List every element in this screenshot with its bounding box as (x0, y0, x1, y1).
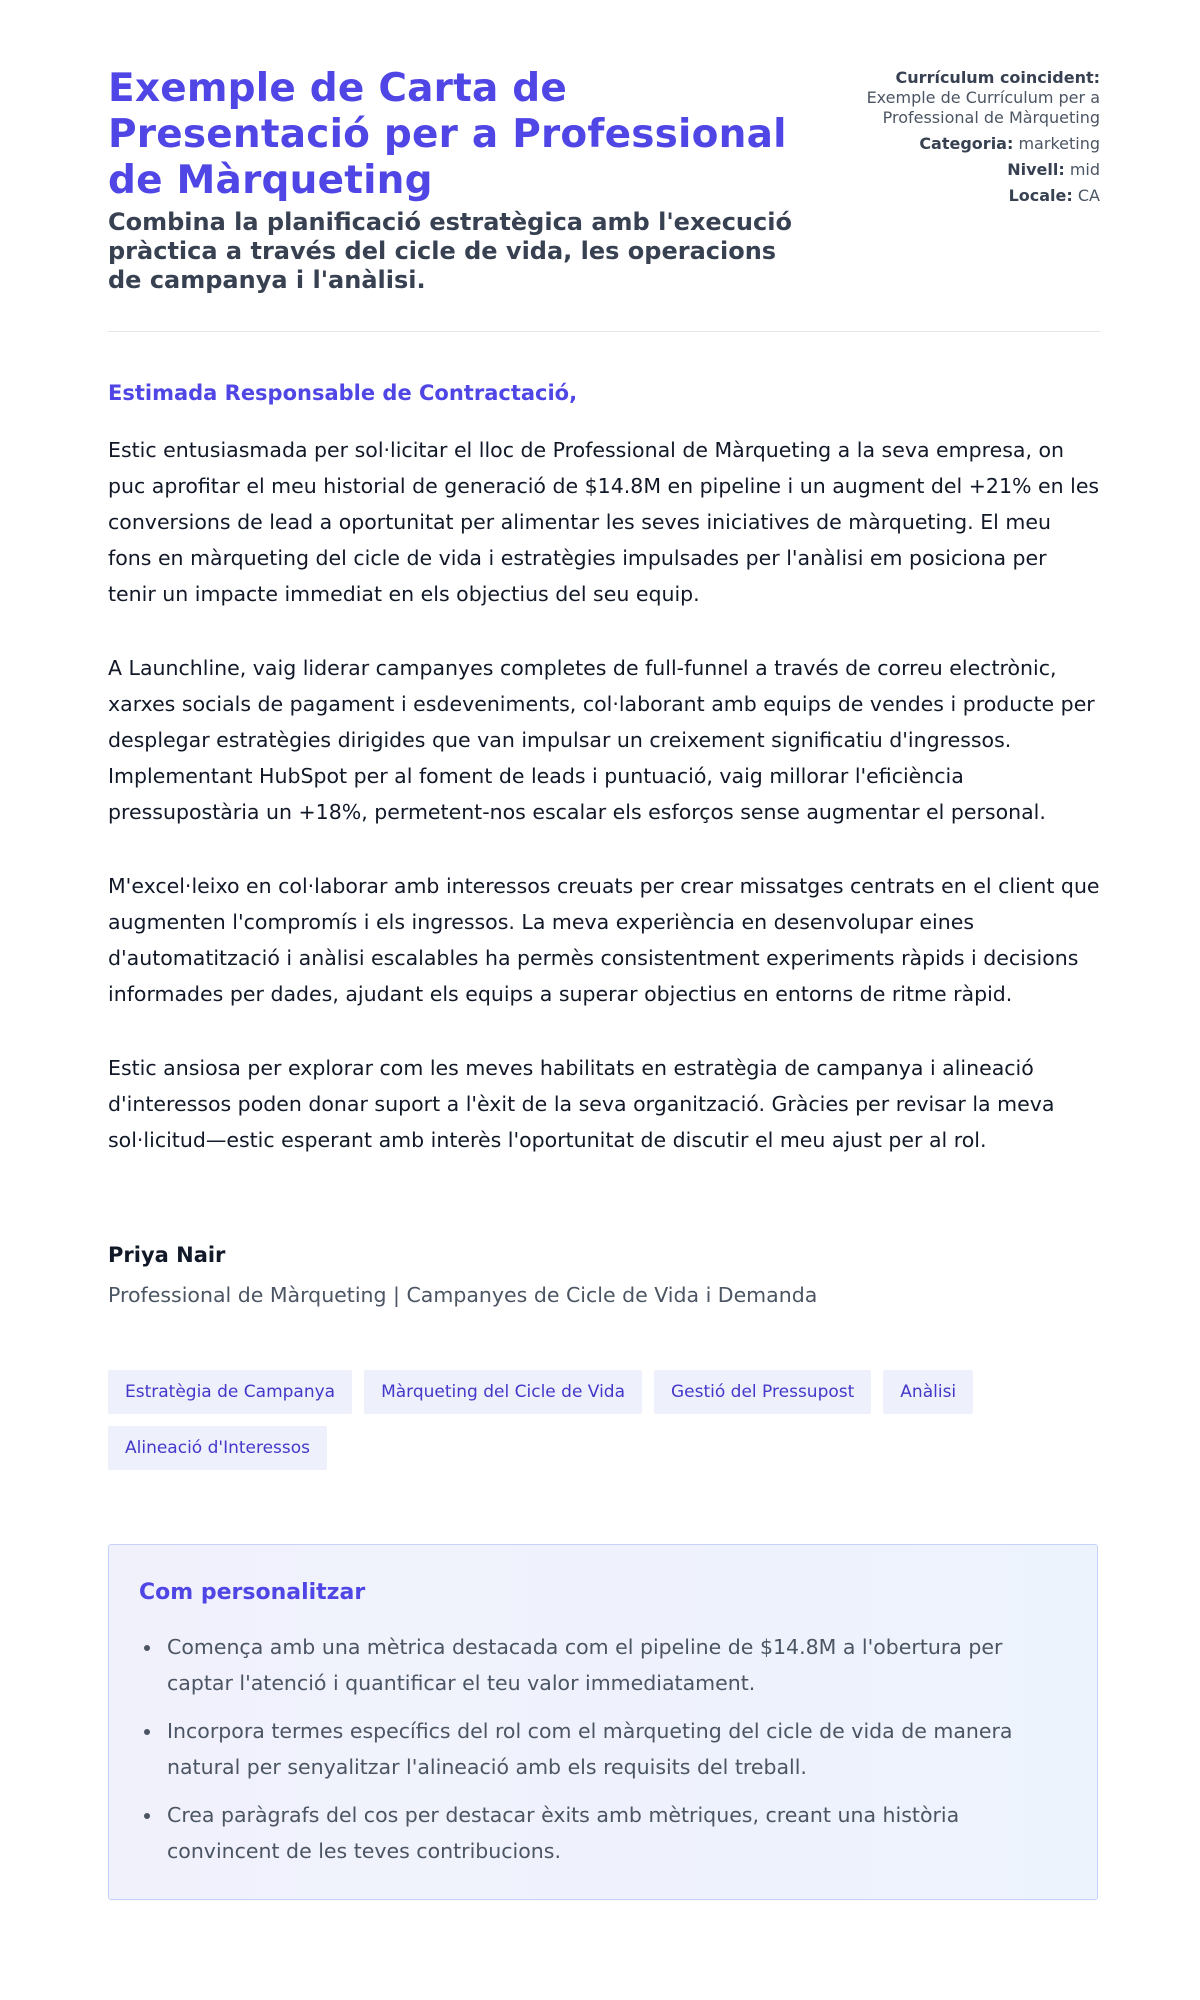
skill-tag: Estratègia de Campanya (108, 1370, 352, 1414)
letter-body (108, 380, 1100, 1900)
cover-letter-page (108, 0, 1100, 1900)
skill-tag: Alineació d'Interessos (108, 1426, 327, 1470)
skill-tag: Màrqueting del Cicle de Vida (364, 1370, 642, 1414)
meta-level-label: Nivell: (1007, 160, 1065, 179)
skill-tag: Gestió del Pressupost (654, 1370, 871, 1414)
meta-matching-resume-value: Exemple de Currículum per a Professional de Màrqueting (866, 88, 1100, 127)
meta-level-value: mid (1069, 160, 1100, 179)
tips-list (139, 1629, 1067, 1869)
tip-item: • Crea paràgrafs del cos per destacar èxits amb mètriques, creant una història convincent de les teves contribucions. (163, 1797, 1067, 1869)
signature-block (108, 1242, 1100, 1308)
meta-category-value: marketing (1018, 134, 1100, 153)
signature-title: Professional de Màrqueting | Campanyes de Cicle de Vida i Demanda (108, 1283, 818, 1307)
meta-category (830, 134, 1100, 154)
header-title-group (108, 66, 808, 295)
page-subtitle: Combina la planificació estratègica amb l'execució pràctica a través del cicle de vida, les operacions de campanya i l'anàlisi. (108, 208, 792, 294)
letter-paragraph-3: M'excel·leixo en col·laborar amb interessos creuats per crear missatges centrats en el client que augmenten l'compromís i els ingressos. La meva experiència en desenvolupar eines d'automatització i anàlisi escalables ha permès consistentment experiments ràpids i decisions informades per dades, ajudant els equips a superar objectius en entorns de ritme ràpid. (108, 874, 1100, 1006)
customization-tips-box (108, 1544, 1098, 1900)
letter-paragraph-4: Estic ansiosa per explorar com les meves habilitats en estratègia de campanya i alineació d'interessos poden donar suport a l'èxit de la seva organització. Gràcies per revisar la meva sol·licitud—estic esperant amb interès l'oportunitat de discutir el meu ajust per al rol. (108, 1056, 1055, 1152)
meta-level (830, 160, 1100, 180)
tip-item: • Incorpora termes específics del rol com el màrqueting del cicle de vida de manera natural per senyalitzar l'alineació amb els requisits del treball. (163, 1713, 1067, 1785)
letter-paragraph-1: Estic entusiasmada per sol·licitar el lloc de Professional de Màrqueting a la seva empresa, on puc aprofitar el meu historial de generació de $14.8M en pipeline i un augment del +21% en les conversions de lead a oportunitat per alimentar les seves iniciatives de màrqueting. El meu fons en màrqueting del cicle de vida i estratègies impulsades per l'anàlisi em posiciona per tenir un impacte immediat en els objectius del seu equip. (108, 438, 1100, 606)
meta-locale-label: Locale: (1008, 186, 1073, 205)
meta-matching-resume (830, 68, 1100, 128)
metadata-panel (830, 66, 1100, 212)
signature-name: Priya Nair (108, 1243, 226, 1267)
meta-category-label: Categoria: (919, 134, 1014, 153)
letter-greeting: Estimada Responsable de Contractació, (108, 381, 578, 405)
meta-locale (830, 186, 1100, 206)
meta-matching-resume-label: Currículum coincident: (895, 68, 1100, 87)
letter-paragraph-2: A Launchline, vaig liderar campanyes completes de full-funnel a través de correu electrònic, xarxes socials de pagament i esdeveniments, col·laborant amb equips de vendes i producte per desplegar estratègies dirigides que van impulsar un creixement significatiu d'ingressos. Implementant HubSpot per al foment de leads i puntuació, vaig millorar l'eficiència pressupostària un +18%, permetent-nos escalar els esforços sense augmentar el personal. (108, 656, 1095, 824)
skill-tag: Anàlisi (883, 1370, 973, 1414)
tips-title: Com personalitzar (139, 1580, 366, 1605)
skill-tags (108, 1370, 1068, 1470)
page-title: Exemple de Carta de Presentació per a Professional de Màrqueting (108, 66, 787, 203)
tip-item: • Comença amb una mètrica destacada com el pipeline de $14.8M a l'obertura per captar l'atenció i quantificar el teu valor immediatament. (163, 1629, 1067, 1701)
page-header (108, 0, 1100, 332)
meta-locale-value: CA (1077, 186, 1100, 205)
